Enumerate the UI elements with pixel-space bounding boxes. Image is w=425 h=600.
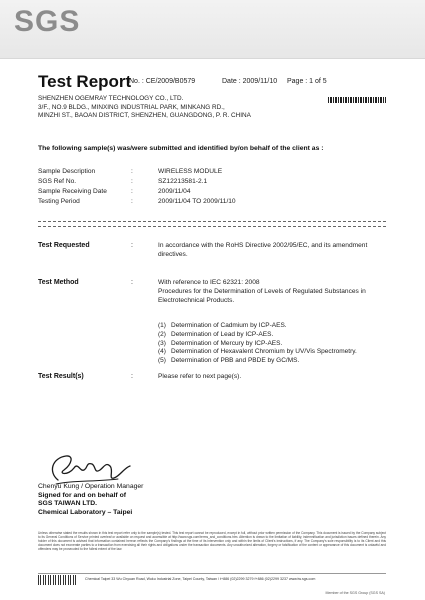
signatory-line-2: Signed for and on behalf of xyxy=(38,491,126,499)
client-address xyxy=(38,95,251,121)
test-method-label: Test Method xyxy=(38,279,79,286)
test-requested-text: In accordance with the RoHS Directive 2002/95/EC, and its amendment directives. xyxy=(158,242,368,258)
page-indicator: Page : 1 of 5 xyxy=(287,78,327,85)
terms-fine-print: Unless otherwise stated the results shown in this test report refer only to the sample(s) tested. This test report cannot be reproduced, except in full, without prior written permission of the Company. This document is issued by the Company subject to its General Conditions of Service printed overleaf or available on request and accessible at http://www.sgs.com/terms_and_conditions.htm. Attention is drawn to the limitation of liability, indemnification and jurisdiction issues defined therein. Any holder of this document is advised that information contained hereon reflects the Company's findings at the time of its intervention only and within the limits of Client's instructions, if any. The Company's sole responsibility is to its Client and this document does not exonerate parties to a transaction from exercising all their rights and obligations under the transaction documents. Any unauthorized alteration, forgery or falsification of the content or appearance of this document is unlawful and offenders may be prosecuted to the fullest extent of the law. xyxy=(38,531,386,552)
member-note: Member of the SGS Group (SGS SA) xyxy=(325,591,385,595)
client-line-3: MINZHI ST., BAOAN DISTRICT, SHENZHEN, GUANGDONG, P. R. CHINA xyxy=(38,112,251,119)
test-results-label: Test Result(s) xyxy=(38,373,84,380)
client-line-1: SHENZHEN OGEMRAY TECHNOLOGY CO., LTD. xyxy=(38,95,184,102)
method-item xyxy=(158,331,390,340)
signatory-block xyxy=(38,483,143,517)
signatory-lab: Chemical Laboratory – Taipei xyxy=(38,508,133,516)
sgs-ref-value: SZ12213581-2.1 xyxy=(158,178,208,185)
test-results-text: Please refer to next page(s). xyxy=(158,373,242,380)
colon: : xyxy=(131,188,133,195)
test-method-reference: With reference to IEC 62321: 2008 xyxy=(158,279,260,286)
test-method-procedure: Procedures for the Determination of Levels of Regulated Substances in Electrotechnical Products. xyxy=(158,288,366,304)
testing-period-row xyxy=(38,198,378,207)
colon: : xyxy=(131,178,133,185)
client-line-2: 3/F., NO.9 BLDG., MINXING INDUSTRIAL PARK, MINKANG RD., xyxy=(38,103,225,111)
sample-description-value: WIRELESS MODULE xyxy=(158,168,223,175)
section-divider xyxy=(38,221,386,227)
method-item xyxy=(158,322,390,331)
sgs-ref-label: SGS Ref No. xyxy=(38,178,77,185)
sample-description-row xyxy=(38,168,378,177)
footer-divider xyxy=(38,573,386,574)
colon: : xyxy=(131,198,133,205)
method-item-number: (5) xyxy=(158,357,166,365)
test-requested-label: Test Requested xyxy=(38,242,90,249)
method-item-text: Determination of Mercury by ICP-AES. xyxy=(171,339,283,347)
method-item xyxy=(158,357,390,366)
barcode xyxy=(328,97,386,103)
method-item-number: (2) xyxy=(158,330,166,338)
method-item-number: (1) xyxy=(158,322,166,329)
report-title: Test Report xyxy=(38,72,132,91)
intro-statement: The following sample(s) was/were submitted and identified by/on behalf of the client as : xyxy=(38,145,324,152)
sample-description-label: Sample Description xyxy=(38,168,96,175)
title-row xyxy=(38,72,388,92)
footer-barcode xyxy=(38,575,78,585)
footer-address: Chemical Taipei 33 Wu Chyuan Road, Wuku Industrial Zone, Taipei County, Taiwan / t+886 (02)2299 3279 f+886 (02)2299 3237 www.tw.sgs.com xyxy=(85,577,316,581)
colon: : xyxy=(131,279,133,286)
signatory-name: Chenyu Kung / Operation Manager xyxy=(38,483,144,490)
report-number: No. : CE/2009/B0579 xyxy=(129,78,196,85)
sgs-logo: SGS xyxy=(14,5,81,38)
header-band xyxy=(0,0,425,59)
testing-period-label: Testing Period xyxy=(38,198,80,205)
colon: : xyxy=(131,168,133,175)
method-item-number: (4) xyxy=(158,348,166,356)
sgs-ref-row xyxy=(38,178,378,187)
method-list xyxy=(158,322,390,366)
colon: : xyxy=(131,373,133,380)
testing-period-value: 2009/11/04 TO 2009/11/10 xyxy=(158,198,236,205)
method-item xyxy=(158,348,390,357)
method-item xyxy=(158,340,390,349)
footer xyxy=(38,573,386,587)
method-item-text: Determination of PBB and PBDE by GC/MS. xyxy=(171,357,300,365)
receiving-date-row xyxy=(38,188,378,197)
method-item-text: Determination of Cadmium by ICP-AES. xyxy=(171,322,287,329)
method-item-number: (3) xyxy=(158,339,166,347)
method-item-text: Determination of Hexavalent Chromium by UV/Vis Spectrometry. xyxy=(171,348,357,356)
method-item-text: Determination of Lead by ICP-AES. xyxy=(171,330,274,338)
receiving-date-value: 2009/11/04 xyxy=(158,188,191,195)
receiving-date-label: Sample Receiving Date xyxy=(38,188,107,195)
colon: : xyxy=(131,242,133,249)
signatory-company: SGS TAIWAN LTD. xyxy=(38,500,98,508)
report-date: Date : 2009/11/10 xyxy=(222,78,278,85)
